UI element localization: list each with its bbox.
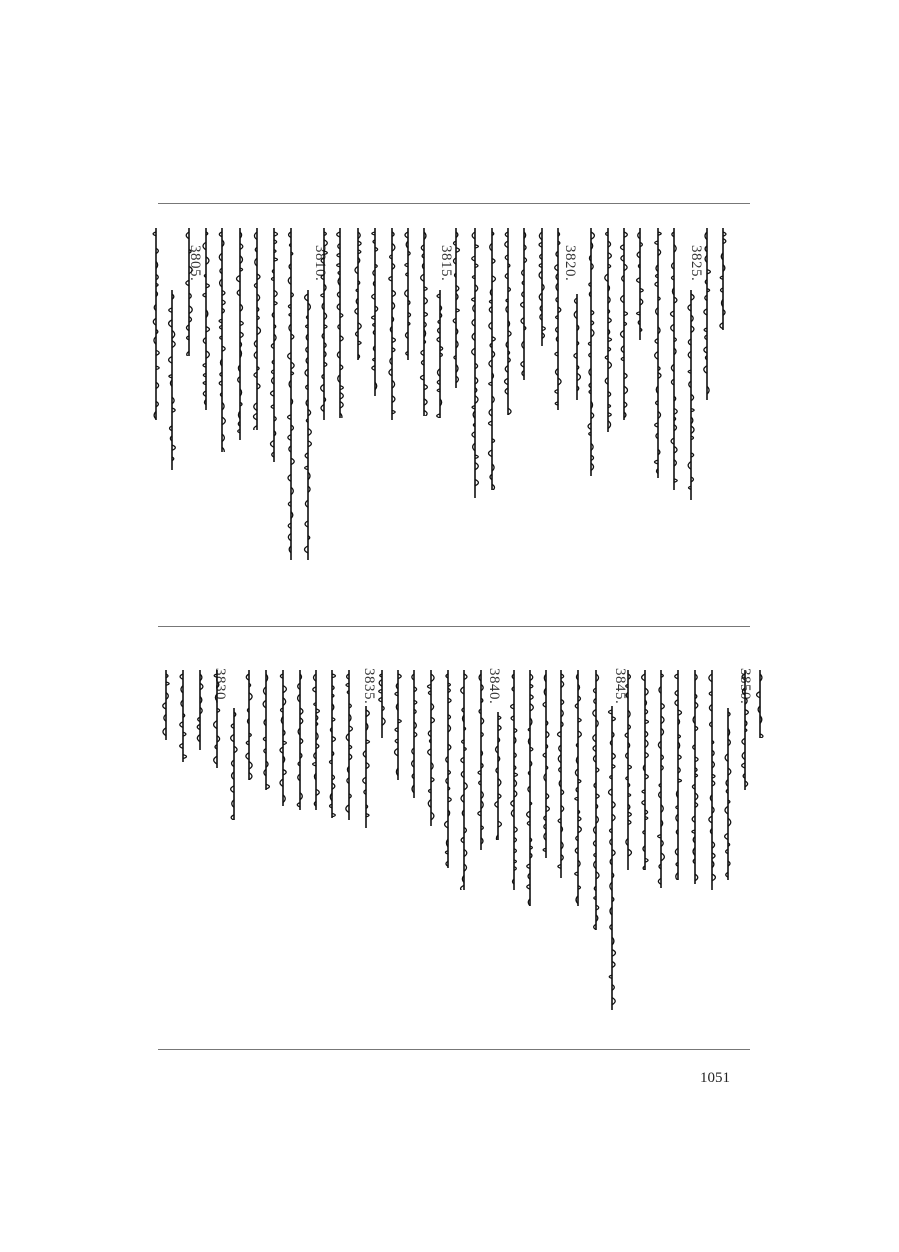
script-column: [193, 670, 207, 750]
line-number: 3840.: [486, 668, 502, 705]
script-column: [468, 228, 482, 498]
line-number: 3845.: [612, 668, 628, 705]
script-column: [159, 670, 173, 740]
script-column: [199, 228, 213, 410]
script-column: [651, 228, 665, 478]
script-column: [517, 228, 531, 380]
script-column: [441, 670, 455, 868]
line-number: 3850.: [737, 668, 753, 705]
page-number: 1051: [700, 1070, 730, 1086]
script-column: [325, 670, 339, 818]
script-column: [267, 228, 281, 462]
script-column: [210, 670, 224, 768]
script-column: [667, 228, 681, 490]
script-column: [474, 670, 488, 850]
script-column: [584, 228, 598, 476]
script-column: [716, 228, 730, 330]
script-column: [617, 228, 631, 420]
script-column: [485, 228, 499, 490]
script-column: [753, 670, 767, 738]
script-column: [721, 708, 735, 880]
script-column: [491, 712, 505, 840]
script-column: [351, 228, 365, 360]
script-column: [589, 670, 603, 930]
script-column: [276, 670, 290, 806]
script-column: [554, 670, 568, 878]
script-column: [507, 670, 521, 890]
script-column: [539, 670, 553, 858]
script-column: [433, 290, 447, 418]
script-column: [259, 670, 273, 790]
script-column: [601, 228, 615, 432]
script-column: [242, 670, 256, 780]
script-column: [638, 670, 652, 870]
line-number: 3815.: [438, 245, 454, 282]
script-column: [375, 670, 389, 738]
script-column: [570, 294, 584, 400]
script-column: [621, 670, 635, 870]
line-number: 3810.: [312, 245, 328, 282]
script-column: [368, 228, 382, 396]
script-column: [407, 670, 421, 798]
script-column: [417, 228, 431, 416]
script-column: [605, 706, 619, 1010]
script-column: [250, 228, 264, 430]
script-column: [457, 670, 471, 890]
script-column: [671, 670, 685, 880]
script-column: [149, 228, 163, 420]
script-column: [654, 670, 668, 888]
script-column: [385, 228, 399, 420]
script-column: [738, 670, 752, 790]
script-column: [501, 228, 515, 415]
bottom-rule: [158, 1049, 750, 1050]
script-column: [342, 670, 356, 820]
script-column: [705, 670, 719, 890]
script-column: [551, 228, 565, 410]
script-column: [227, 708, 241, 820]
script-column: [176, 670, 190, 762]
script-column: [424, 670, 438, 826]
line-number: 3820.: [562, 245, 578, 282]
line-number: 3830.: [212, 668, 228, 705]
script-column: [391, 670, 405, 780]
script-column: [449, 228, 463, 388]
line-number: 3825.: [688, 245, 704, 282]
script-column: [233, 228, 247, 440]
line-number: 3805.: [187, 245, 203, 282]
script-column: [165, 290, 179, 470]
line-number: 3835.: [361, 668, 377, 705]
script-column: [293, 670, 307, 810]
top-rule: [158, 203, 750, 204]
script-column: [317, 228, 331, 420]
script-column: [700, 228, 714, 400]
script-column: [571, 670, 585, 906]
script-column: [523, 670, 537, 906]
script-column: [684, 290, 698, 500]
script-column: [301, 290, 315, 560]
script-column: [284, 228, 298, 560]
script-column: [333, 228, 347, 418]
script-column: [688, 670, 702, 884]
script-column: [359, 706, 373, 828]
middle-rule: [158, 626, 750, 627]
script-column: [535, 228, 549, 346]
script-column: [215, 228, 229, 452]
script-column: [309, 670, 323, 810]
script-column: [401, 228, 415, 360]
script-column: [633, 228, 647, 340]
script-column: [182, 228, 196, 356]
